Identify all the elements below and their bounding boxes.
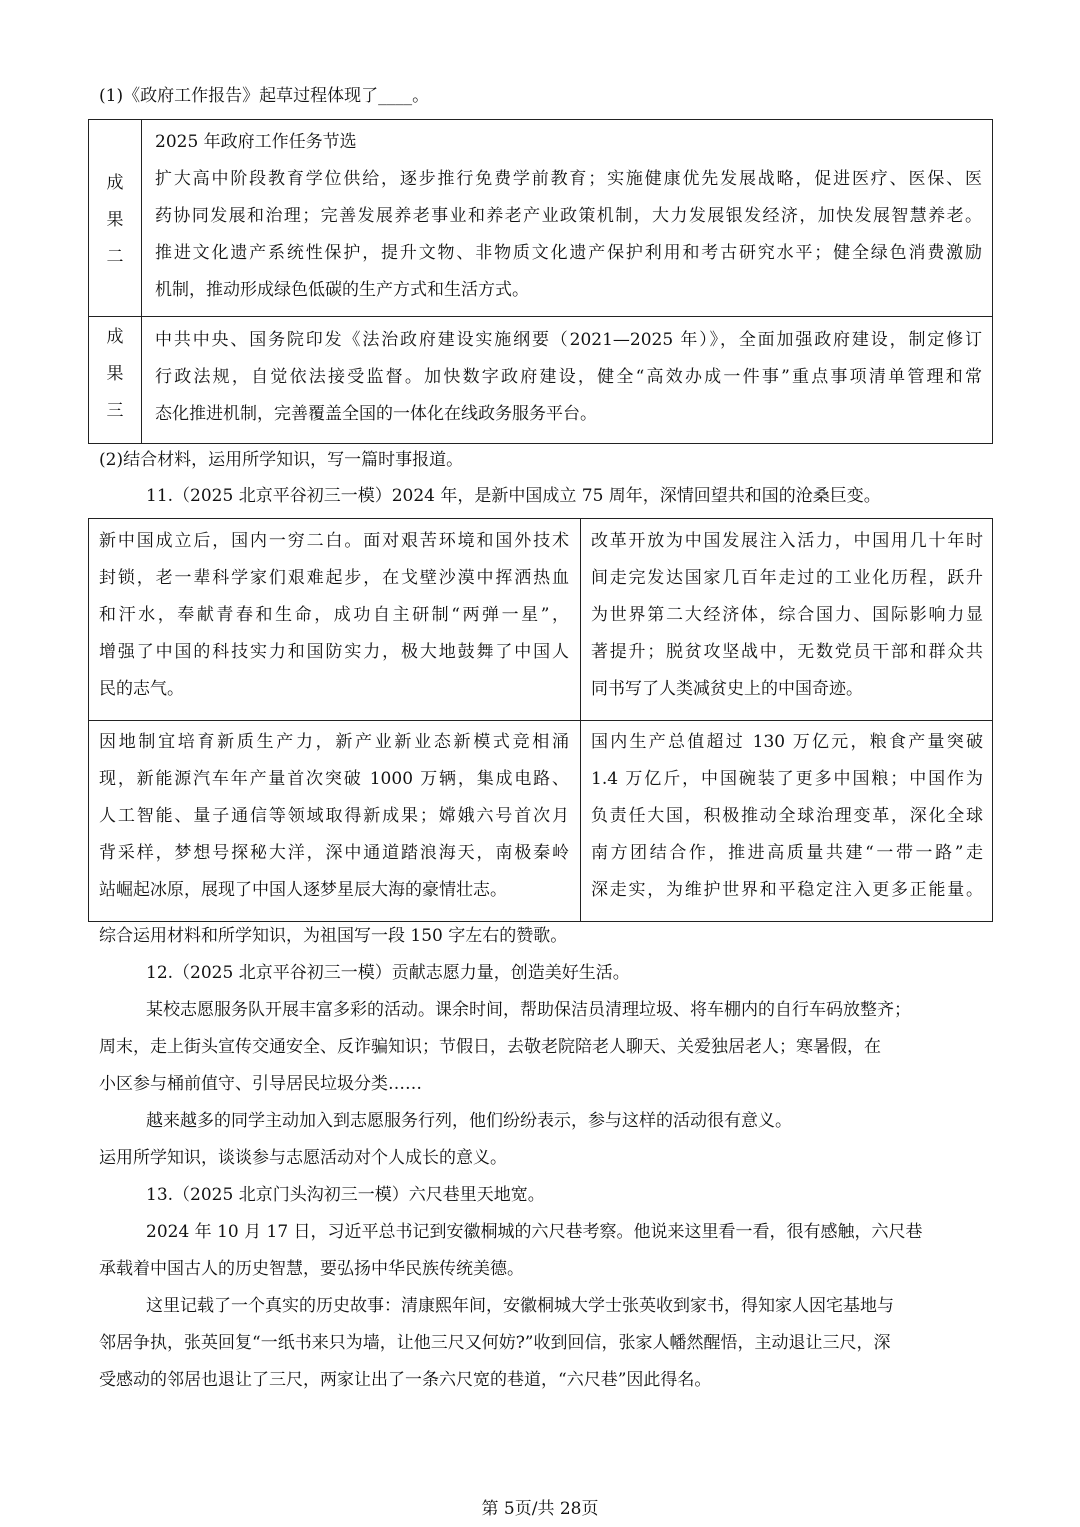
table-divider bbox=[89, 720, 992, 721]
question-13-title: 13.（2025 北京门头沟初三一模）六尺巷里天地宽。 bbox=[146, 1185, 545, 1205]
cell-line: 改革开放为中国发展注入活力，中国用几十年时 bbox=[591, 531, 983, 551]
question-11-title: 11.（2025 北京平谷初三一模）2024 年，是新中国成立 75 周年，深情回望共和国的沧桑巨变。 bbox=[146, 486, 881, 506]
content-line: 行政法规，自觉依法接受监督。加快数字政府建设，健全“高效办成一件事”重点事项清单管理和常 bbox=[155, 367, 982, 387]
cell-line: 和汗水，奉献青春和生命，成功自主研制“两弹一星”， bbox=[99, 605, 569, 625]
content-line: 中共中央、国务院印发《法治政府建设实施纲要（2021—2025 年）》，全面加强政府建设，制定修订 bbox=[155, 330, 982, 350]
row-content bbox=[155, 322, 982, 433]
content-line: 推进文化遗产系统性保护，提升文物、非物质文化遗产保护利用和考古研究水平；健全绿色消费激励 bbox=[155, 243, 982, 263]
cell-line: 为世界第二大经济体，综合国力、国际影响力显 bbox=[591, 605, 983, 625]
cell-line: 人工智能、量子通信等领域取得新成果；嫦娥六号首次月 bbox=[99, 806, 569, 826]
motherland-materials-table bbox=[88, 518, 993, 922]
table-cell bbox=[591, 523, 983, 708]
row-label-char: 成 bbox=[106, 173, 124, 193]
cell-line: 站崛起冰原，展现了中国人逐梦星辰大海的豪情壮志。 bbox=[99, 880, 507, 900]
cell-line: 民的志气。 bbox=[99, 679, 184, 699]
paragraph-line: 周末，走上街头宣传交通安全、反诈骗知识；节假日，去敬老院陪老人聊天、关爱独居老人；寒暑假，在 bbox=[99, 1037, 881, 1057]
paragraph-line: 受感动的邻居也退让了三尺，两家让出了一条六尺宽的巷道，“六尺巷”因此得名。 bbox=[99, 1370, 712, 1390]
question-12-title: 12.（2025 北京平谷初三一模）贡献志愿力量，创造美好生活。 bbox=[146, 963, 630, 983]
content-line: 扩大高中阶段教育学位供给，逐步推行免费学前教育；实施健康优先发展战略，促进医疗、医保、医 bbox=[155, 169, 982, 189]
row-label bbox=[89, 316, 142, 443]
cell-line: 现，新能源汽车年产量首次突破 1000 万辆，集成电路、 bbox=[99, 769, 569, 789]
content-line: 药协同发展和治理；完善发展养老事业和养老产业政策机制，大力发展银发经济，加快发展智慧养老。 bbox=[155, 206, 982, 226]
row-label-char: 果 bbox=[106, 210, 124, 230]
cell-line: 国内生产总值超过 130 万亿元，粮食产量突破 bbox=[591, 732, 983, 752]
page-number: 第 5页/共 28页 bbox=[481, 1499, 599, 1519]
paragraph-line: 邻居争执，张英回复“一纸书来只为墙，让他三尺又何妨?”收到回信，张家人幡然醒悟，主动退让三尺，深 bbox=[99, 1333, 891, 1353]
table-cell bbox=[591, 724, 983, 909]
cell-line: 深走实，为维护世界和平稳定注入更多正能量。 bbox=[591, 880, 983, 900]
row-label-char: 二 bbox=[106, 247, 124, 267]
achievements-table bbox=[88, 119, 993, 444]
cell-line: 增强了中国的科技实力和国防实力，极大地鼓舞了中国人 bbox=[99, 642, 569, 662]
table-cell bbox=[99, 523, 569, 708]
cell-line: 背采样，梦想号探秘大洋，深中通道踏浪海天，南极秦岭 bbox=[99, 843, 569, 863]
table-row bbox=[89, 316, 992, 443]
row-label-char: 三 bbox=[106, 401, 124, 421]
question-10-subquestion-2: (2)结合材料，运用所学知识，写一篇时事报道。 bbox=[99, 450, 464, 470]
table-row bbox=[89, 120, 992, 317]
question-12-task: 运用所学知识，谈谈参与志愿活动对个人成长的意义。 bbox=[99, 1148, 507, 1168]
paragraph-line: 越来越多的同学主动加入到志愿服务行列，他们纷纷表示，参与这样的活动很有意义。 bbox=[146, 1111, 792, 1131]
cell-line: 负责任大国，积极推动全球治理变革，深化全球 bbox=[591, 806, 983, 826]
cell-line: 著提升；脱贫攻坚战中，无数党员干部和群众共 bbox=[591, 642, 983, 662]
cell-line: 南方团结合作，推进高质量共建“一带一路”走 bbox=[591, 843, 983, 863]
content-line: 态化推进机制，完善覆盖全国的一体化在线政务服务平台。 bbox=[155, 404, 597, 424]
table-cell bbox=[99, 724, 569, 909]
cell-line: 封锁，老一辈科学家们艰难起步，在戈壁沙漠中挥洒热血 bbox=[99, 568, 569, 588]
cell-line: 间走完发达国家几百年走过的工业化历程，跃升 bbox=[591, 568, 983, 588]
paragraph-line: 2024 年 10 月 17 日，习近平总书记到安徽桐城的六尺巷考察。他说来这里看一看，很有感触，六尺巷 bbox=[146, 1222, 923, 1242]
paragraph-line: 承载着中国古人的历史智慧，要弘扬中华民族传统美德。 bbox=[99, 1259, 524, 1279]
content-line: 机制，推动形成绿色低碳的生产方式和生活方式。 bbox=[155, 280, 529, 300]
cell-line: 1.4 万亿斤，中国碗装了更多中国粮；中国作为 bbox=[591, 769, 983, 789]
paragraph-line: 小区参与桶前值守、引导居民垃圾分类…… bbox=[99, 1074, 422, 1094]
row-label bbox=[89, 120, 142, 316]
cell-line: 新中国成立后，国内一穷二白。面对艰苦环境和国外技术 bbox=[99, 531, 569, 551]
question-10-subquestion-1: (1)《政府工作报告》起草过程体现了____。 bbox=[99, 86, 430, 106]
paragraph-line: 这里记载了一个真实的历史故事：清康熙年间，安徽桐城大学士张英收到家书，得知家人因宅基地与 bbox=[146, 1296, 894, 1316]
cell-line: 同书写了人类减贫史上的中国奇迹。 bbox=[591, 679, 863, 699]
row-label-char: 成 bbox=[106, 327, 124, 347]
row-label-char: 果 bbox=[106, 364, 124, 384]
cell-line: 因地制宜培育新质生产力，新产业新业态新模式竞相涌 bbox=[99, 732, 569, 752]
content-line: 2025 年政府工作任务节选 bbox=[155, 132, 357, 152]
row-content bbox=[155, 124, 982, 309]
question-11-task: 综合运用材料和所学知识，为祖国写一段 150 字左右的赞歌。 bbox=[99, 926, 568, 946]
paragraph-line: 某校志愿服务队开展丰富多彩的活动。课余时间，帮助保洁员清理垃圾、将车棚内的自行车码放整齐； bbox=[146, 1000, 911, 1020]
